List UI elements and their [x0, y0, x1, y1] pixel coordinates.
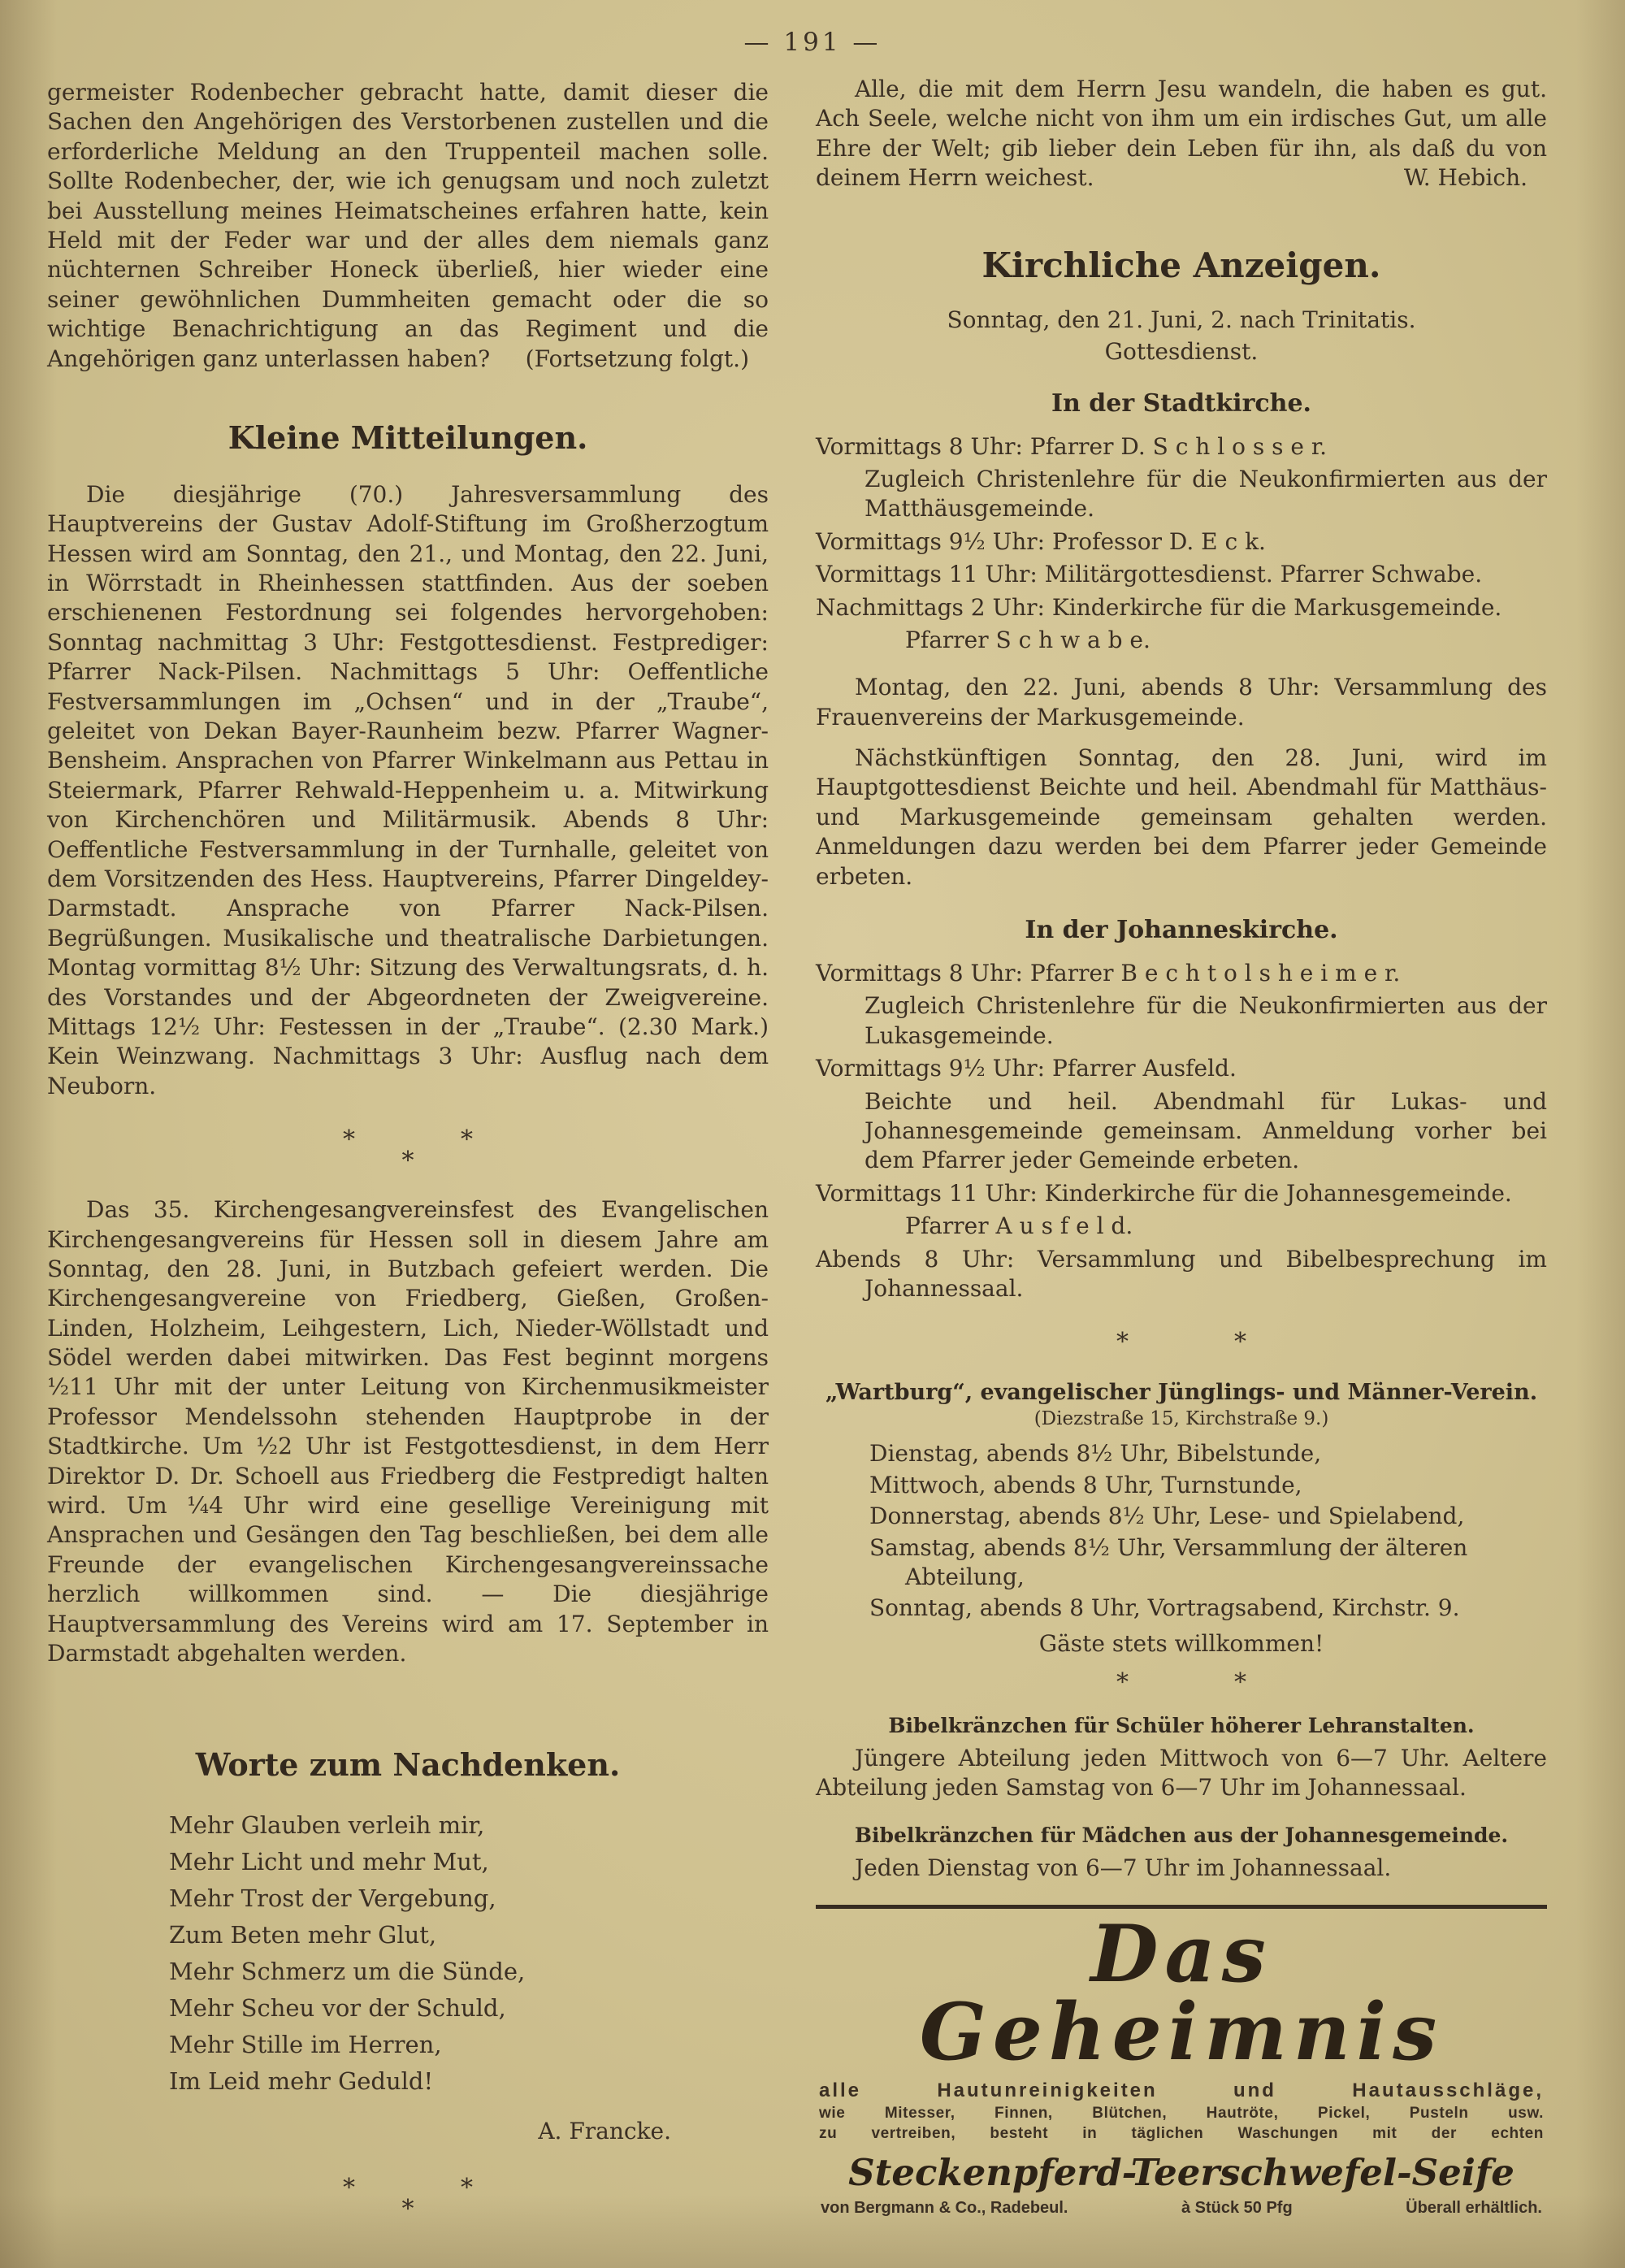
continuation-text: germeister Rodenbecher gebracht hatte, damit dieser die Sachen den Angehörigen des Verstorbenen zustellen und die erforderliche Meldung an den Truppenteil machen solle. Sollte Rodenbecher, der, wie ich genugsam und noch zuletzt bei Ausstellung meines Heimatscheines erfahren hatte, kein Held mit der Feder war und der alles dem niemals ganz nüchternen Schreiber Honeck überließ, hier wieder eine seiner gewöhnlichen Dummheiten gemacht oder die so wichtige Benachrichtigung an das Regiment und die Angehörigen ganz unterlassen haben?	[47, 79, 769, 372]
service-paragraph: Montag, den 22. Juni, abends 8 Uhr: Versammlung des Frauenvereins der Markusgemeinde.	[816, 674, 1547, 731]
schedule-line: Sonntag, abends 8 Uhr, Vortragsabend, Kirchstr. 9.	[869, 1594, 1460, 1622]
poem-line: Zum Beten mehr Glut,	[169, 1921, 437, 1949]
poem-line: Mehr Glauben verleih mir,	[169, 1811, 485, 1840]
asterisk-separator	[47, 1125, 769, 1176]
left-column	[47, 78, 769, 2244]
section-heading-kirchliche-anzeigen: Kirchliche Anzeigen.	[982, 245, 1381, 285]
right-column	[816, 75, 1547, 2218]
mitteilungen-paragraph-1: Die diesjährige (70.) Jahresversammlung des Hauptvereins der Gustav Adolf-Stiftung im Großherzogtum Hessen wird am Sonntag, den 21., und Montag, den 22. Juni, in Wörrstadt in Rheinhessen stattfinden. Aus der soeben erschienenen Festordnung sei folgendes hervorgehoben: Sonntag nachmittag 3 Uhr: Festgottesdienst. Festprediger: Pfarrer Nack-Pilsen. Nachmittags 5 Uhr: Oeffentliche Festversammlungen im „Ochsen“ und in der „Traube“, geleitet von Dekan Bayer-Raunheim bezw. Pfarrer Wagner-Bensheim. Ansprachen von Pfarrer Winkelmann aus Pettau in Steiermark, Pfarrer Rehwald-Heppenheim u. a. Mitwirkung von Kirchenchören und Militärmusik. Abends 8 Uhr: Oeffentliche Festversammlung in der Turnhalle, geleitet von dem Vorsitzenden des Hess. Hauptvereins, Pfarrer Dingeldey-Darmstadt. Ansprache von Pfarrer Nack-Pilsen. Begrüßungen. Musikalische und theatralische Darbietungen. Montag vormittag 8½ Uhr: Sitzung des Verwaltungsrats, d. h. des Vorstandes und der Abgeordneten der Zweigvereine. Mittags 12½ Uhr: Festessen in der „Traube“. (2.30 Mark.) Kein Weinzwang. Nachmittags 3 Uhr: Ausflug nach dem Neuborn.	[47, 480, 769, 1099]
section-heading-worte-zum-nachdenken: Worte zum Nachdenken.	[195, 1746, 621, 1784]
poem-line: Im Leid mehr Geduld!	[169, 2066, 434, 2095]
quote-paragraph	[816, 75, 1547, 193]
gottesdienst-subtitle: Gottesdienst.	[1104, 337, 1259, 365]
subsection-heading-stadtkirche: In der Stadtkirche.	[1051, 388, 1311, 418]
quote-attribution: W. Hebich.	[1403, 164, 1528, 192]
service-line: Vormittags 9½ Uhr: Pfarrer Ausfeld.	[816, 1055, 1237, 1082]
service-line: Abends 8 Uhr: Versammlung und Bibelbesprechung im Johannessaal.	[816, 1245, 1547, 1302]
wartburg-heading: „Wartburg“, evangelischer Jünglings- und Männer-Verein.	[825, 1380, 1538, 1406]
asterisk: *	[401, 1147, 414, 1176]
asterisk: *	[343, 1125, 355, 1155]
ad-footer-price: à Stück 50 Pfg	[1181, 2198, 1293, 2217]
page-number: — 191 —	[743, 28, 882, 57]
asterisk: *	[1234, 1667, 1246, 1697]
poem	[169, 1807, 769, 2100]
asterisk-separator	[816, 1328, 1547, 1357]
service-line: Pfarrer S c h w a b e.	[905, 626, 1150, 653]
wartburg-closing: Gäste stets willkommen!	[1038, 1629, 1324, 1657]
ad-footer-maker: von Bergmann & Co., Radebeul.	[821, 2198, 1068, 2217]
service-line: Beichte und heil. Abendmahl für Lukas- und Johannesgemeinde gemeinsam. Anmeldung vorher bei dem Pfarrer jeder Gemeinde erbeten.	[864, 1087, 1547, 1174]
ad-footer-availability: Überall erhältlich.	[1406, 2198, 1542, 2217]
asterisk-separator	[47, 2173, 769, 2223]
mitteilungen-paragraph-2: Das 35. Kirchengesangvereinsfest des Evangelischen Kirchengesangvereins für Hessen soll in diesem Jahre am Sonntag, den 28. Juni, in Butzbach gefeiert werden. Die Kirchengesangvereine von Friedberg, Gießen, Großen-Linden, Holzheim, Leihgestern, Lich, Nieder-Wöllstadt und Södel werden dabei mitwirken. Das Fest beginnt morgens ½11 Uhr mit der unter Leitung von Kirchenmusikmeister Professor Mendelssohn stehenden Hauptprobe in der Stadtkirche. Um ½2 Uhr ist Festgottesdienst, in dem Herr Direktor D. Dr. Schoell aus Friedberg die Festpredigt halten wird. Um ¼4 Uhr wird eine gesellige Vereinigung mit Ansprachen und Gesängen den Tag beschließen, bei dem alle Freunde der evangelischen Kirchengesangvereinssache herzlich willkommen sind. — Die diesjährige Hauptversammlung des Vereins wird am 17. September in Darmstadt abgehalten werden.	[47, 1196, 769, 1667]
asterisk: *	[461, 2173, 473, 2202]
fortsetzung-note: (Fortsetzung folgt.)	[525, 345, 749, 372]
asterisk: *	[1116, 1667, 1129, 1697]
service-paragraph: Nächstkünftigen Sonntag, den 28. Juni, wird im Hauptgottesdienst Beichte und heil. Abendmahl für Matthäus- und Markusgemeinde gemeinsam gehalten werden. Anmeldungen dazu werden bei dem Pfarrer jeder Gemeinde erbeten.	[816, 744, 1547, 890]
poem-attribution: A. Francke.	[538, 2117, 671, 2144]
schedule-line: Donnerstag, abends 8½ Uhr, Lese- und Spielabend,	[869, 1503, 1465, 1530]
service-line: Zugleich Christenlehre für die Neukonfirmierten aus der Matthäusgemeinde.	[864, 465, 1547, 523]
bibelkraenzchen-text: Jüngere Abteilung jeden Mittwoch von 6—7 Uhr. Aeltere Abteilung jeden Samstag von 6—7 Uhr im Johannessaal.	[816, 1744, 1547, 1802]
poem-line: Mehr Schmerz um die Sünde,	[169, 1958, 526, 1986]
service-line: Vormittags 8 Uhr: Pfarrer B e c h t o l s h e i m e r.	[816, 960, 1401, 987]
schedule-line: Samstag, abends 8½ Uhr, Versammlung der älteren Abteilung,	[869, 1533, 1468, 1590]
bibelkraenzchen-heading: Bibelkränzchen für Mädchen aus der Johannesgemeinde.	[854, 1824, 1509, 1848]
bibelkraenzchen-text: Jeden Dienstag von 6—7 Uhr im Johannessaal.	[855, 1854, 1392, 1882]
service-line: Vormittags 11 Uhr: Kinderkirche für die Johannesgemeinde.	[816, 1179, 1512, 1207]
asterisk: *	[461, 1125, 473, 1155]
service-line: Vormittags 11 Uhr: Militärgottesdienst. Pfarrer Schwabe.	[816, 561, 1483, 588]
poem-line: Mehr Trost der Vergebung,	[169, 1884, 496, 1913]
service-line: Vormittags 8 Uhr: Pfarrer D. S c h l o s s e r.	[816, 432, 1328, 460]
continuation-paragraph	[47, 78, 769, 374]
asterisk: *	[401, 2194, 414, 2223]
bibelkraenzchen-heading: Bibelkränzchen für Schüler höherer Lehranstalten.	[888, 1713, 1475, 1737]
asterisk: *	[1234, 1328, 1246, 1357]
ad-footer	[821, 2199, 1542, 2218]
service-line: Zugleich Christenlehre für die Neukonfirmierten aus der Lukasgemeinde.	[864, 992, 1547, 1049]
advertisement	[816, 1907, 1547, 2218]
wartburg-address: (Diezstraße 15, Kirchstraße 9.)	[1034, 1408, 1329, 1430]
asterisk: *	[1116, 1328, 1129, 1357]
asterisk-separator	[816, 1667, 1547, 1697]
schedule-line: Dienstag, abends 8½ Uhr, Bibelstunde,	[869, 1440, 1322, 1468]
poem-line: Mehr Stille im Herren,	[169, 2030, 442, 2058]
service-line: Pfarrer A u s f e l d.	[905, 1212, 1133, 1240]
section-heading-kleine-mitteilungen: Kleine Mitteilungen.	[228, 418, 588, 456]
ad-text-line: alle Hautunreinigkeiten und Hautausschläge,	[819, 2079, 1544, 2101]
ad-text-line: zu vertreiben, besteht in täglichen Waschungen mit der echten	[819, 2124, 1544, 2142]
poem-line: Mehr Licht und mehr Mut,	[169, 1848, 489, 1876]
schedule-line: Mittwoch, abends 8 Uhr, Turnstunde,	[869, 1471, 1302, 1498]
ad-product-name: Steckenpferd-Teerschwefel-Seife	[848, 2150, 1514, 2194]
date-line: Sonntag, den 21. Juni, 2. nach Trinitatis.	[947, 306, 1416, 333]
ad-text-line: wie Mitesser, Finnen, Blütchen, Hautröte, Pickel, Pusteln usw.	[819, 2104, 1544, 2122]
asterisk: *	[343, 2173, 355, 2202]
service-line: Vormittags 9½ Uhr: Professor D. E c k.	[816, 527, 1266, 555]
ad-title: Das Geheimnis	[919, 1907, 1444, 2078]
poem-line: Mehr Scheu vor der Schuld,	[169, 1994, 506, 2023]
quote-text: Alle, die mit dem Herrn Jesu wandeln, die haben es gut. Ach Seele, welche nicht von ihm um ein irdisches Gut, um alle Ehre der Welt; gib lieber dein Leben für ihn, als daß du von deinem Herrn weichest.	[816, 76, 1547, 192]
service-line: Nachmittags 2 Uhr: Kinderkirche für die Markusgemeinde.	[816, 593, 1502, 621]
subsection-heading-johanneskirche: In der Johanneskirche.	[1025, 916, 1338, 945]
